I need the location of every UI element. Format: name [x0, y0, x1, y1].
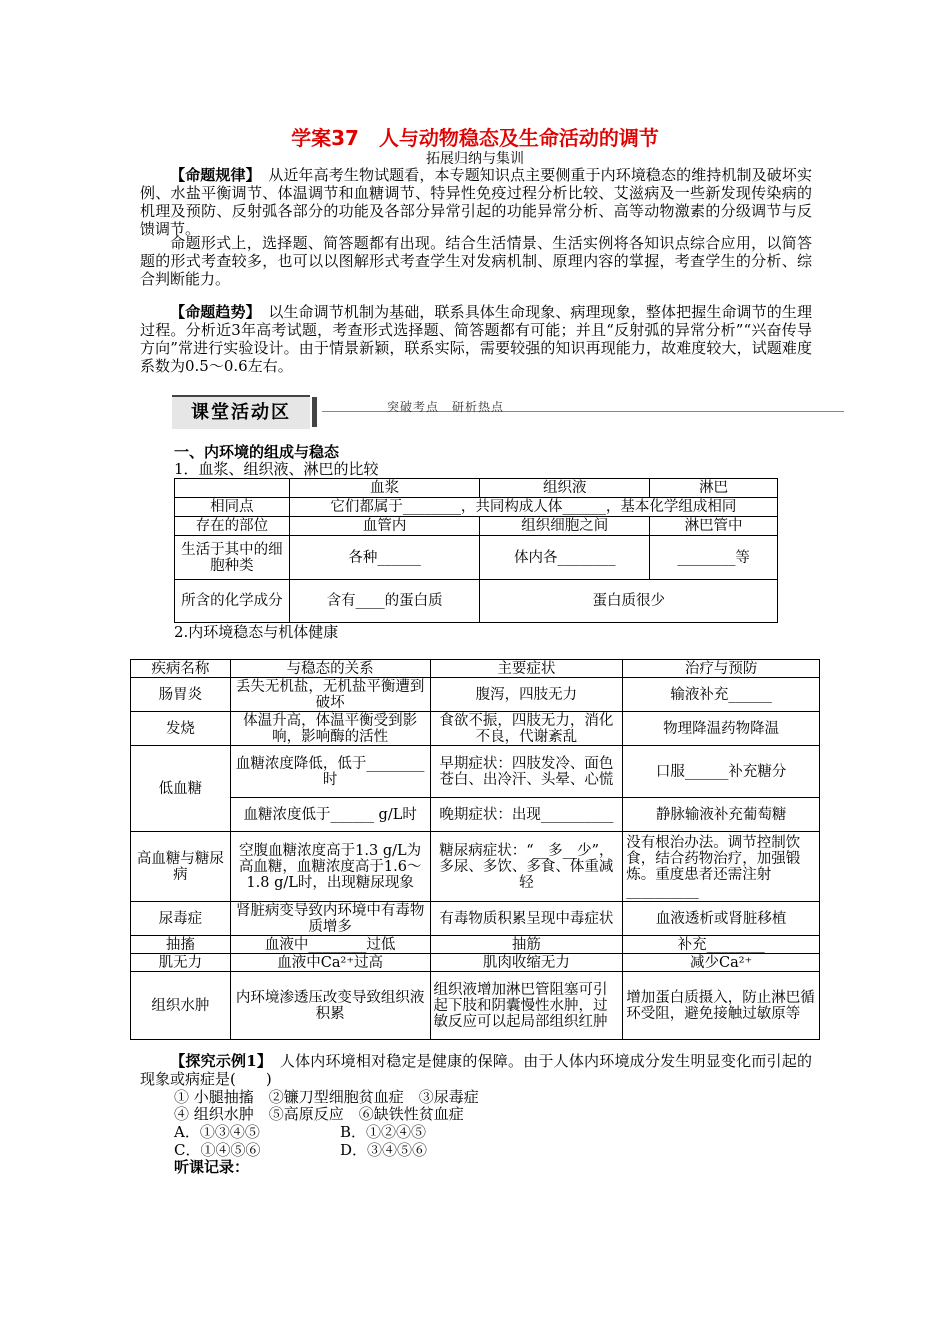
table1-header-plasma: 血浆 — [289, 479, 480, 498]
table2-header-relation: 与稳态的关系 — [230, 660, 430, 678]
table-row-relation: 血糖浓度低于______ g/L时 — [230, 798, 430, 832]
table-row-relation: 肾脏病变导致内环境中有毒物质增多 — [230, 902, 430, 936]
table2-header-symptom: 主要症状 — [430, 660, 623, 678]
rule-label: 【命题规律】 — [170, 166, 254, 184]
table1-chem-other: 蛋白质很少 — [480, 580, 778, 623]
table2-header-treatment: 治疗与预防 — [623, 660, 820, 678]
section-heading: 一、内环境的组成与稳态 — [174, 443, 340, 461]
table1-location-label: 存在的部位 — [175, 517, 290, 536]
table-row-relation: 丢失无机盐，无机盐平衡遭到破坏 — [230, 678, 430, 712]
trend-paragraph — [140, 303, 812, 375]
example-items-line-1: ① 小腿抽搐 ②镰刀型细胞贫血症 ③尿毒症 — [174, 1088, 479, 1106]
table-row-relation: 空腹血糖浓度高于1.3 g/L为高血糖，血糖浓度高于1.6～1.8 g/L时，出现糖尿现象 — [230, 832, 430, 902]
rule-text: 从近年高考生物试题看，本专题知识点主要侧重于内环境稳态的维持机制及破坏实例、水盐平衡调节、体温调节和血糖调节、特异性免疫过程分析比较、艾滋病及一些新发现传染病的机理及预防、反射弧各部分的功能及各部分异常引起的功能异常分析、高等动物激素的分级调节与反馈调节。 — [140, 166, 812, 238]
trend-label: 【命题趋势】 — [170, 303, 254, 321]
table-row-symptom: 食欲不振，四肢无力，消化不良，代谢紊乱 — [430, 712, 623, 746]
table-row-name: 低血糖 — [131, 746, 231, 832]
option-c[interactable]: C．①④⑤⑥ — [174, 1141, 261, 1159]
table1-chem-plasma: 含有____的蛋白质 — [289, 580, 480, 623]
table-row-relation: 血液中________过低 — [230, 936, 430, 954]
banner-divider — [312, 397, 317, 427]
notes-label: 听课记录： — [174, 1158, 250, 1176]
health-table — [130, 659, 820, 1040]
table1-header-lymph: 淋巴 — [650, 479, 778, 498]
table-row-symptom: 晚期症状：出现__________ — [430, 798, 623, 832]
table-row-symptom: 抽筋 — [430, 936, 623, 954]
table1-header-blank — [175, 479, 290, 498]
table-row-treatment: 口服______补充糖分 — [623, 746, 820, 798]
page-title: 学案37 人与动物稳态及生命活动的调节 — [291, 126, 659, 150]
table-row-symptom: 早期症状：四肢发冷、面色苍白、出冷汗、头晕、心慌 — [430, 746, 623, 798]
example-text: 人体内环境相对稳定是健康的保障。由于人体内环境成分发生明显变化而引起的现象或病症是( ) — [140, 1052, 812, 1088]
table-row-symptom: 肌肉收缩无力 — [430, 954, 623, 972]
table-row-symptom: 组织液增加淋巴管阻塞可引起下肢和阴囊慢性水肿，过敏反应可以起局部组织红肿 — [430, 972, 623, 1040]
table-row-symptom: 腹泻，四肢无力 — [430, 678, 623, 712]
table1-location-plasma: 血管内 — [289, 517, 480, 536]
section-banner — [172, 395, 844, 429]
example-items-line-2: ④ 组织水肿 ⑤高原反应 ⑥缺铁性贫血症 — [174, 1105, 464, 1123]
table-row-relation: 体温升高，体温平衡受到影响，影响酶的活性 — [230, 712, 430, 746]
table1-chem-label: 所含的化学成分 — [175, 580, 290, 623]
table2-caption: 2.内环境稳态与机体健康 — [174, 623, 339, 641]
table-row-name: 抽搐 — [131, 936, 231, 954]
table1-same-label: 相同点 — [175, 498, 290, 517]
table-row-relation: 血糖浓度降低，低于________时 — [230, 746, 430, 798]
table1-location-tissue: 组织细胞之间 — [480, 517, 650, 536]
table1-location-lymph: 淋巴管中 — [650, 517, 778, 536]
table-row-name: 高血糖与糖尿病 — [131, 832, 231, 902]
table-row-relation: 血液中Ca²⁺过高 — [230, 954, 430, 972]
example-label: 【探究示例1】 — [170, 1052, 265, 1070]
banner-subtitle: 突破考点 研析热点 — [387, 400, 505, 414]
example-stem — [140, 1052, 812, 1088]
comparison-table — [174, 478, 778, 623]
table-row-name: 肠胃炎 — [131, 678, 231, 712]
trend-text: 以生命调节机制为基础，联系具体生命现象、病理现象，整体把握生命调节的生理过程。分析近3年高考试题，考查形式选择题、简答题都有可能；并且“反射弧的异常分析”“兴奋传导方向”常进行实验设计。由于情景新颖，联系实际，需要较强的知识再现能力，故难度较大，试题难度系数为0.5～0.6左右。 — [140, 303, 812, 375]
table-row-name: 肌无力 — [131, 954, 231, 972]
table1-cells-lymph: ________等 — [650, 536, 778, 580]
option-d[interactable]: D．③④⑤⑥ — [340, 1141, 428, 1159]
table1-cells-tissue: 体内各________ — [480, 536, 650, 580]
table1-cells-plasma: 各种______ — [289, 536, 480, 580]
table1-caption: 1．血浆、组织液、淋巴的比较 — [174, 460, 379, 478]
table-row-symptom: 有毒物质积累呈现中毒症状 — [430, 902, 623, 936]
table-row-treatment: 血液透析或肾脏移植 — [623, 902, 820, 936]
table-row-treatment: 物理降温药物降温 — [623, 712, 820, 746]
option-a[interactable]: A．①③④⑤ — [174, 1123, 260, 1141]
table-row-treatment: 增加蛋白质摄入，防止淋巴循环受阻，避免接触过敏原等 — [623, 972, 820, 1040]
form-text: 命题形式上，选择题、简答题都有出现。结合生活情景、生活实例将各知识点综合应用，以简答题的形式考查较多，也可以以图解形式考查学生对发病机制、原理内容的掌握，考查学生的分析、综合判断能力。 — [140, 234, 812, 288]
table1-cells-label: 生活于其中的细胞种类 — [175, 536, 290, 580]
table-row-treatment: 输液补充______ — [623, 678, 820, 712]
form-paragraph — [140, 234, 812, 288]
table-row-name: 发烧 — [131, 712, 231, 746]
table1-same-text: 它们都属于________，共同构成人体______，基本化学组成相同 — [289, 498, 777, 517]
table-row-treatment: 没有根治办法。调节控制饮食，结合药物治疗，加强锻炼。重度患者还需注射__________ — [623, 832, 820, 902]
table-row-name: 组织水肿 — [131, 972, 231, 1040]
table-row-relation: 内环境渗透压改变导致组织液积累 — [230, 972, 430, 1040]
table-row-treatment: 减少Ca²⁺ — [623, 954, 820, 972]
table-row-symptom: 糖尿病症状：“__多__少”，多尿、多饮、多食、体重减轻 — [430, 832, 623, 902]
table-row-name: 尿毒症 — [131, 902, 231, 936]
banner-label: 课堂活动区 — [172, 395, 310, 429]
table-row-treatment: 补充________ — [623, 936, 820, 954]
option-b[interactable]: B．①②④⑤ — [340, 1123, 427, 1141]
table1-header-tissue: 组织液 — [480, 479, 650, 498]
table-row-treatment: 静脉输液补充葡萄糖 — [623, 798, 820, 832]
table2-header-disease: 疾病名称 — [131, 660, 231, 678]
rule-paragraph — [140, 166, 812, 238]
page-subtitle: 拓展归纳与集训 — [426, 151, 524, 167]
